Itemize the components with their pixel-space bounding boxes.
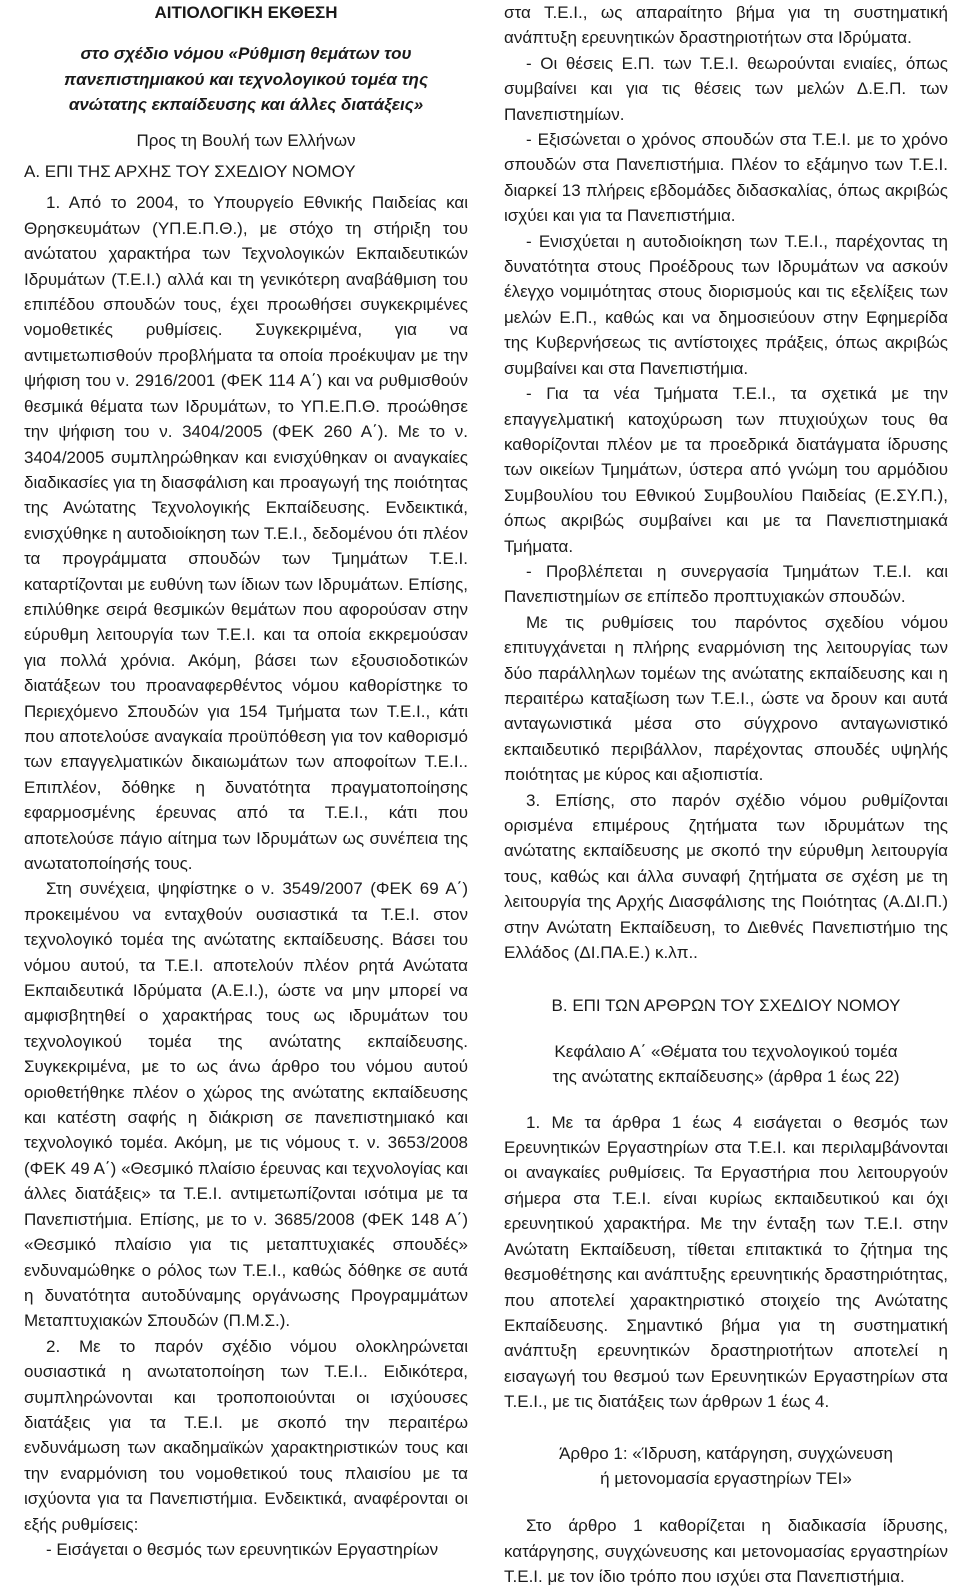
list-item: - Εξισώνεται ο χρόνος σπουδών στα Τ.Ε.Ι. με το χρόνο σπουδών στα Πανεπιστήμια. Πλέον το εξάμηνο των Τ.Ε.Ι. διαρκεί 13 πλήρεις εβδομάδες διδασκαλίας, όπως ακριβώς ισχύει και για τα Πανεπιστήμια. bbox=[504, 130, 948, 226]
paragraph: στα Τ.Ε.Ι., ως απαραίτητο βήμα για τη συστηματική ανάπτυξη ερευνητικών δραστηριοτήτων στα Ιδρύματα. bbox=[504, 3, 948, 48]
article-heading-line: ή μετονομασία εργαστηρίων ΤΕΙ» bbox=[600, 1468, 852, 1488]
paragraph: 2. Με το παρόν σχέδιο νόμου ολοκληρώνεται ουσιαστικά η ανωτατοποίηση των Τ.Ε.Ι.. Ειδικότερα, συμπληρώνονται και τροποποιούνται οι ισχύουσες διατάξεις για τα Τ.Ε.Ι. με σκοπό την περαιτέρω ενδυνάμωση των ακαδημαϊκών χαρακτηριστικών τους και την εναρμόνιση του νομοθετικού τους πλαισίου με τα ισχύοντα για τα Πανεπιστήμια. Ενδεικτικά, αναφέρονται οι εξής ρυθμίσεις: bbox=[24, 1336, 468, 1534]
chapter-heading bbox=[504, 1039, 948, 1090]
chapter-heading-line: της ανώτατης εκπαίδευσης» (άρθρα 1 έως 22) bbox=[552, 1067, 900, 1087]
list-item: - Ενισχύεται η αυτοδιοίκηση των Τ.Ε.Ι., παρέχοντας τη δυνατότητα στους Προέδρους των Ιδρυμάτων να ασκούν έλεγχο νομιμότητας στους διορισμούς και τις εξελίξεις των μελών Ε.Π., καθώς και να δημοσιεύουν στην Εφημερίδα της Κυβερνήσεως τις αντίστοιχες πράξεις, όπως ακριβώς συμβαίνει και στα Πανεπιστήμια. bbox=[504, 231, 948, 378]
paragraph: 3. Επίσης, στο παρόν σχέδιο νόμου ρυθμίζονται ορισμένα επιμέρους ζητήματα των ιδρυμάτων της ανώτατης εκπαίδευσης με σκοπό την εύρυθμη λειτουργία τους, καθώς και άλλα συναφή ζητήματα σε σχέση με τη λειτουργία της Αρχής Διασφάλισης της Ποιότητας (Α.ΔΙ.Π.) στην Ανώτατη Εκπαίδευση, το Διεθνές Πανεπιστήμιο της Ελλάδος (ΔΙ.ΠΑ.Ε.) κ.λπ.. bbox=[504, 790, 948, 963]
left-column bbox=[24, 0, 468, 1559]
paragraph: Στο άρθρο 1 καθορίζεται η διαδικασία ίδρυσης, κατάργησης, συγχώνευσης και μετονομασίας εργαστηρίων Τ.Ε.Ι. με τον ίδιο τρόπο που ισχύει στα Πανεπιστήμια. bbox=[504, 1516, 948, 1587]
list-item: - Εισάγεται ο θεσμός των ερευνητικών Εργαστηρίων bbox=[46, 1539, 439, 1559]
report-title: ΑΙΤΙΟΛΟΓΙΚΗ ΕΚΘΕΣΗ bbox=[154, 3, 338, 22]
paragraph: Με τις ρυθμίσεις του παρόντος σχεδίου νόμου επιτυγχάνεται η πλήρης εναρμόνιση της λειτουργίας των δύο παράλληλων τομέων της ανώτατης εκπαίδευσης και η περαιτέρω καταξίωση των Τ.Ε.Ι., ώστε να δρουν και αυτά ανταγωνιστικά μέσα στο σύγχρονο ανταγωνιστικό εκπαιδευτικό περιβάλλον, παρέχοντας σπουδές υψηλής ποιότητας με κύρος και αξιοπιστία. bbox=[504, 612, 948, 785]
paragraph: 1. Με τα άρθρα 1 έως 4 εισάγεται ο θεσμός των Ερευνητικών Εργαστηρίων στα Τ.Ε.Ι. και περιλαμβάνονται οι αναγκαίες ρυθμίσεις. Τα Εργαστήρια που λειτουργούν σήμερα στα Τ.Ε.Ι. είναι κυρίως εκπαιδευτικού και όχι ερευνητικού χαρακτήρα. Με την ένταξη των Τ.Ε.Ι. στην Ανώτατη Εκπαίδευση, τίθεται επιτακτικά το ζήτημα της θεσμοθέτησης και ανάπτυξης ερευνητικής δραστηριότητας, που αποτελεί χαρακτηριστικό στοιχείο της Ανώτατης Εκπαίδευσης. Σημαντικό βήμα για τη συστηματική ανάπτυξη ερευνητικών δραστηριοτήτων αποτελεί η εισαγωγή του θεσμού των Ερευνητικών Εργαστηρίων στα Τ.Ε.Ι., με τις διατάξεις των άρθρων 1 έως 4. bbox=[504, 1112, 948, 1412]
report-subtitle: στο σχέδιο νόμου «Ρύθμιση θεμάτων του πανεπιστημιακού και τεχνολογικού τομέα της ανώτατης εκπαίδευσης και άλλες διατάξεις» bbox=[64, 44, 428, 115]
article-heading bbox=[504, 1441, 948, 1492]
paragraph: 1. Από το 2004, το Υπουργείο Εθνικής Παιδείας και Θρησκευμάτων (ΥΠ.Ε.Π.Θ.), με στόχο τη στήριξη του ανώτατου χαρακτήρα των Τεχνολογικών Εκπαιδευτικών Ιδρυμάτων (Τ.Ε.Ι.) αλλά και τη γενικότερη αναβάθμιση του επιπέδου σπουδών τους, έχει προωθήσει συγκεκριμένες νομοθετικές ρυθμίσεις. Συγκεκριμένα, για να αντιμετωπισθούν προβλήματα τα οποία προέκυψαν με την ψήφιση του ν. 2916/2001 (ΦΕΚ 114 Α΄) και να ρυθμισθούν θεσμικά θέματα των Ιδρυμάτων, το ΥΠ.Ε.Π.Θ. προώθησε την ψήφιση του ν. 3404/2005 (ΦΕΚ 260 Α΄). Με το ν. 3404/2005 συμπληρώθηκαν και ενισχύθηκαν οι αναγκαίες διαδικασίες για τη διασφάλιση και προαγωγή της ποιότητας της Ανώτατης Τεχνολογικής Εκπαίδευσης. Ενδεικτικά, ενισχύθηκε η αυτοδιοίκηση των Τ.Ε.Ι., δεδομένου ότι πλέον τα προγράμματα σπουδών των Τμημάτων Τ.Ε.Ι. καταρτίζονται με ευθύνη των ίδιων των Ιδρυμάτων. Επίσης, επιλύθηκε σειρά θεσμικών θεμάτων που αφορούσαν στην εύρυθμη λειτουργία των Τ.Ε.Ι. και τα οποία εκκρεμούσαν για πολλά χρόνια. Ακόμη, βάσει των εξουσιοδοτικών διατάξεων του προαναφερθέντος νόμου καθορίστηκε το Περιεχόμενο Σπουδών για 154 Τμήματα των Τ.Ε.Ι., κάτι που αποτελούσε αναγκαία προϋπόθεση για τον καθορισμό των επαγγελματικών δικαιωμάτων των αποφοίτων Τ.Ε.Ι.. Επιπλέον, δόθηκε η δυνατότητα πραγματοποίησης εφαρμοσμένης έρευνας από τα Τ.Ε.Ι., κάτι που αποτελούσε πάγιο αίτημα των Ιδρυμάτων ως συνέπεια της ανωτατοποίησής τους. bbox=[24, 193, 468, 873]
list-item: - Προβλέπεται η συνεργασία Τμημάτων Τ.Ε.Ι. και Πανεπιστημίων σε επίπεδο προπτυχιακών σπουδών. bbox=[504, 561, 948, 607]
section-b-heading: Β. ΕΠΙ ΤΩΝ ΑΡΘΡΩΝ ΤΟΥ ΣΧΕΔΙΟΥ ΝΟΜΟΥ bbox=[551, 996, 901, 1016]
section-a-heading: Α. ΕΠΙ ΤΗΣ ΑΡΧΗΣ ΤΟΥ ΣΧΕΔΙΟΥ ΝΟΜΟΥ bbox=[24, 162, 356, 182]
list-item: - Οι θέσεις Ε.Π. των Τ.Ε.Ι. θεωρούνται ενιαίες, όπως συμβαίνει και για τις θέσεις των μελών Δ.Ε.Π. των Πανεπιστημίων. bbox=[504, 53, 948, 124]
article-heading-line: Άρθρο 1: «Ίδρυση, κατάργηση, συγχώνευση bbox=[559, 1443, 893, 1463]
addressee: Προς τη Βουλή των Ελλήνων bbox=[136, 130, 356, 150]
list-item: - Για τα νέα Τμήματα Τ.Ε.Ι., τα σχετικά με την επαγγελματική κατοχύρωση των πτυχιούχων τους θα καθορίζονται πλέον με τα προεδρικά διατάγματα ίδρυσης των οικείων Τμημάτων, ύστερα από γνώμη του αρμόδιου Συμβουλίου του Εθνικού Συμβουλίου Παιδείας (Ε.ΣΥ.Π.), όπως ακριβώς συμβαίνει και με τα Πανεπιστημιακά Τμήματα. bbox=[504, 384, 948, 556]
paragraph: Στη συνέχεια, ψηφίστηκε ο ν. 3549/2007 (ΦΕΚ 69 Α΄) προκειμένου να ενταχθούν ουσιαστικά τα Τ.Ε.Ι. στον τεχνολογικό τομέα της ανώτατης εκπαίδευσης. Βάσει του νόμου αυτού, τα Τ.Ε.Ι. αποτελούν πλέον ρητά Ανώτατα Εκπαιδευτικά Ιδρύματα (Α.Ε.Ι.), ώστε να μην μπορεί να αμφισβητηθεί ο χαρακτήρας τους ως ιδρυμάτων του τεχνολογικού τομέα της ανώτατης εκπαίδευσης. Συγκεκριμένα, με το ως άνω άρθρο του νόμου αυτού οριοθετήθηκε πλέον ο χώρος της ανώτατης εκπαίδευσης και κατέστη σαφής η διάκριση σε πανεπιστημιακό και τεχνολογικό τομέα. Ακόμη, με τις νόμους τ. ν. 3653/2008 (ΦΕΚ 49 Α΄) «Θεσμικό πλαίσιο έρευνας και τεχνολογίας και άλλες διατάξεις» τα Τ.Ε.Ι. αντιμετωπίζονται ισότιμα με τα Πανεπιστήμια. Επίσης, με το ν. 3685/2008 (ΦΕΚ 148 Α΄) «Θεσμικό πλαίσιο για τις μεταπτυχιακές σπουδές» ενδυναμώθηκε ο ρόλος των Τ.Ε.Ι., καθώς δόθηκε σε αυτά η δυνατότητα αυτοδύναμης οργάνωσης Προγραμμάτων Μεταπτυχιακών Σπουδών (Π.Μ.Σ.). bbox=[24, 879, 468, 1331]
chapter-heading-line: Κεφάλαιο Α΄ «Θέματα του τεχνολογικού τομέα bbox=[554, 1041, 898, 1061]
right-column bbox=[504, 0, 948, 1587]
